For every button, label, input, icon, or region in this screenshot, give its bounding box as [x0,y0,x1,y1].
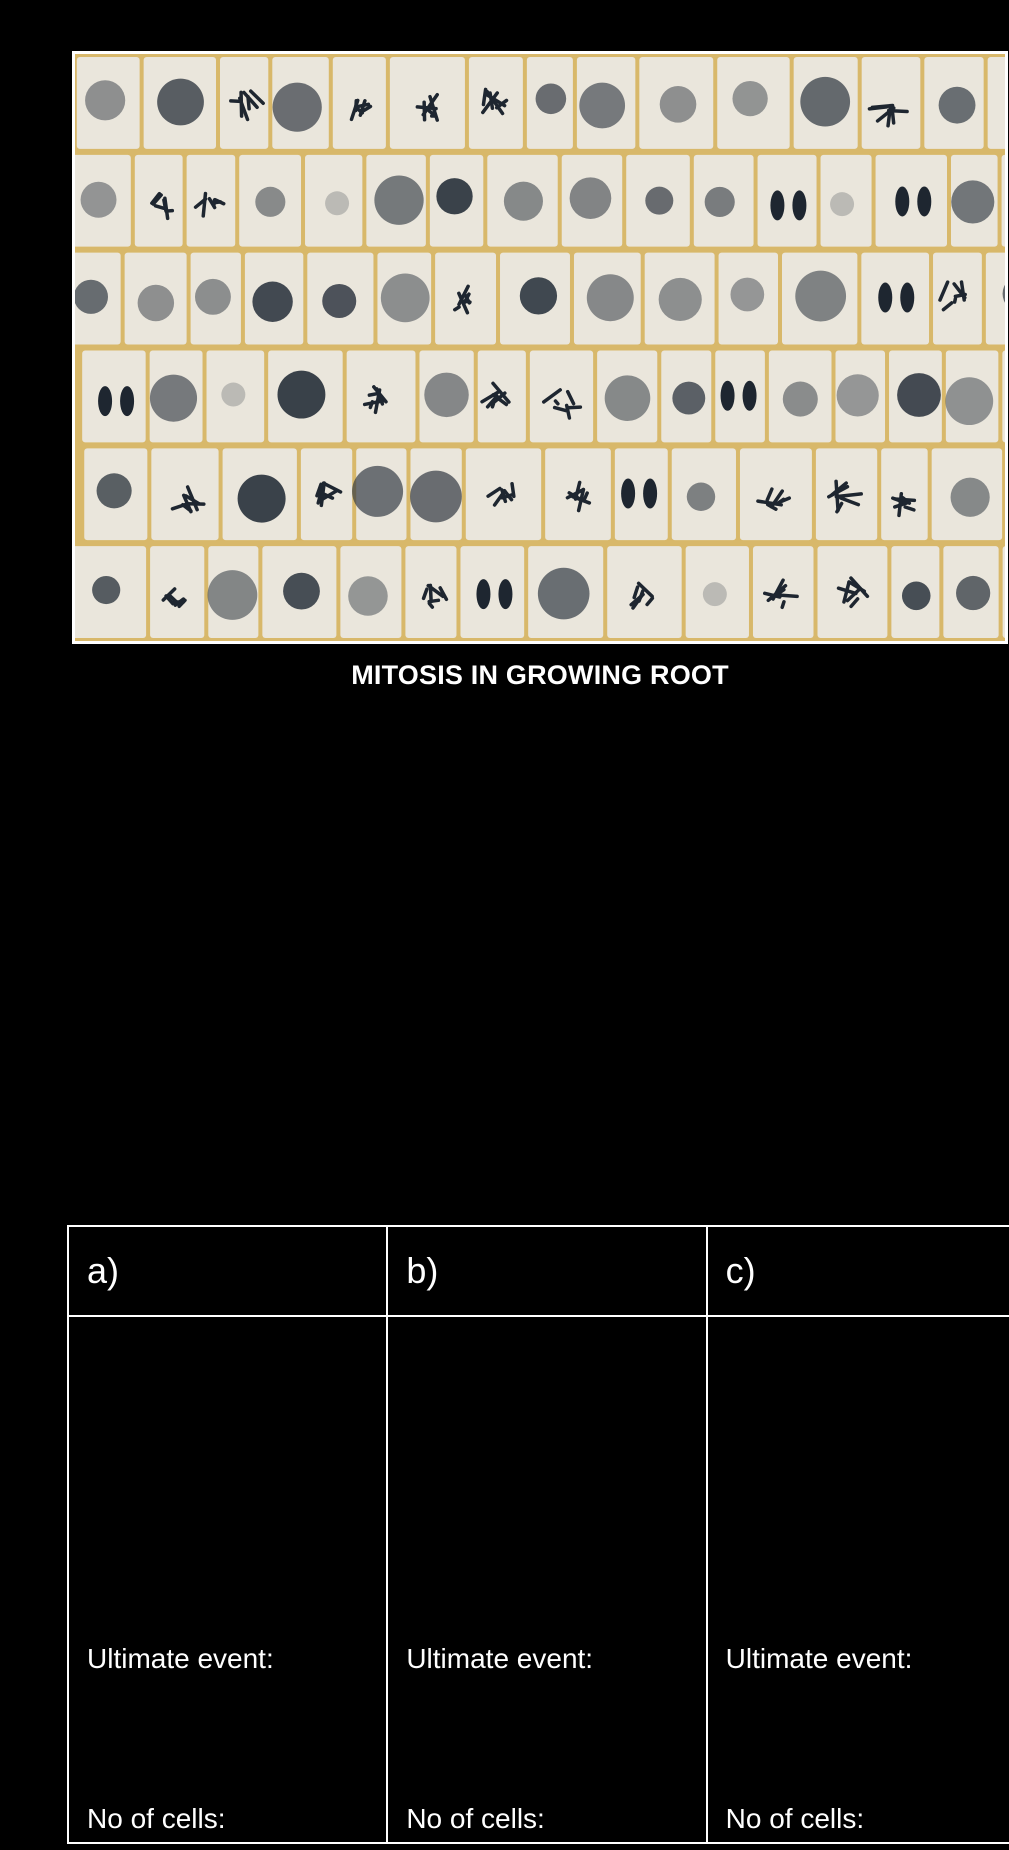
cell-count-label: No of cells: [87,1803,226,1834]
cell-count-label: No of cells: [406,1803,545,1834]
column-c-drawing-area[interactable] [707,1316,1009,1843]
column-a-label: a) [68,1226,387,1316]
table-body-row [68,1316,1009,1843]
column-b-drawing-area[interactable] [387,1316,706,1843]
table-header-row [68,1226,1009,1316]
ultimate-event-label: Ultimate event: [87,1643,274,1674]
column-a-drawing-area[interactable] [68,1316,387,1843]
figure-caption: MITOSIS IN GROWING ROOT [351,660,729,690]
column-b-label: b) [387,1226,706,1316]
phase-table [67,1225,1009,1844]
micrograph-drawing [75,54,1005,641]
cell-count-label: No of cells: [725,1803,865,1834]
mitosis-micrograph [72,51,1008,644]
column-c-label: c) [707,1226,1009,1316]
ultimate-event-label: Ultimate event: [725,1643,913,1674]
ultimate-event-label: Ultimate event: [406,1643,594,1674]
